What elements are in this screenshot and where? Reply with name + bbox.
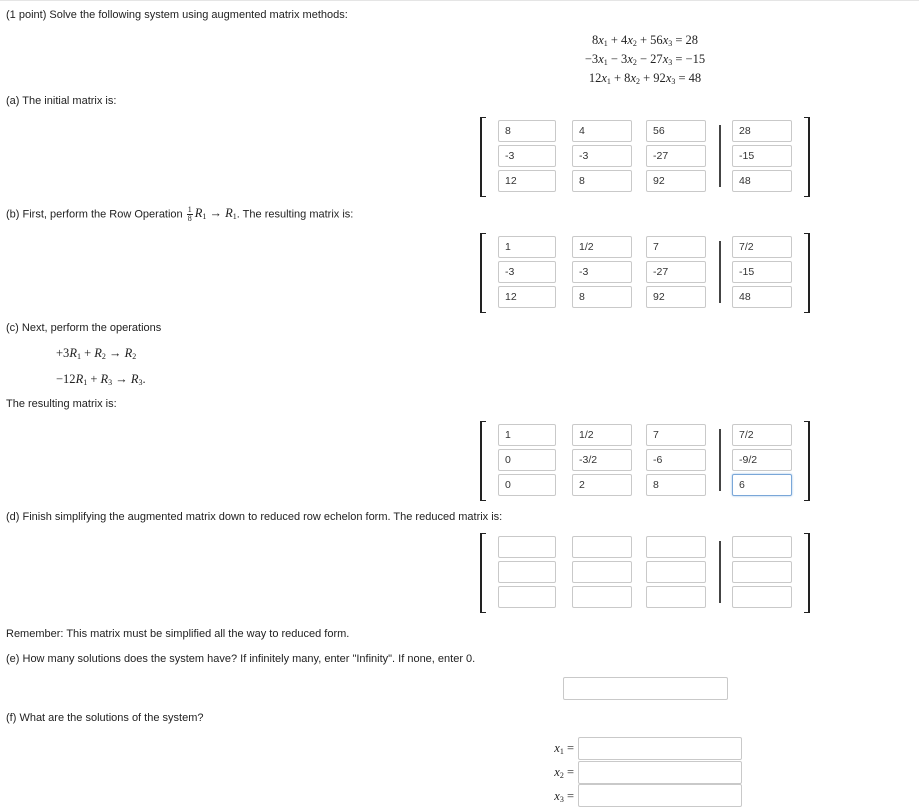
matrix-a-cell[interactable]: [732, 145, 792, 167]
x1-label: $x_1$ =: [554, 741, 574, 756]
left-bracket: [480, 117, 486, 197]
matrix-c-cell[interactable]: [498, 424, 556, 446]
matrix-d-cell[interactable]: [572, 536, 632, 558]
matrix-c-cell[interactable]: [572, 474, 632, 496]
matrix-b-cell[interactable]: [732, 236, 792, 258]
matrix-b-cell[interactable]: [646, 236, 706, 258]
equation-system: [560, 31, 730, 88]
matrix-c-cell[interactable]: [646, 449, 706, 471]
augment-bar: [719, 429, 721, 491]
equation-3: $12x_1 + 8x_2 + 92x_3 = 48$: [588, 71, 702, 86]
matrix-c-cell-focused[interactable]: [732, 474, 792, 496]
left-bracket: [480, 421, 486, 501]
matrix-c-cell[interactable]: [498, 474, 556, 496]
matrix-a-cell[interactable]: [646, 120, 706, 142]
right-bracket: [804, 421, 810, 501]
right-bracket: [804, 533, 810, 613]
matrix-c-cell[interactable]: [572, 449, 632, 471]
part-c-result-label: The resulting matrix is:: [6, 398, 117, 410]
matrix-b-cell[interactable]: [732, 286, 792, 308]
part-f-prompt: (f) What are the solutions of the system?: [6, 712, 204, 724]
matrix-c-cell[interactable]: [498, 449, 556, 471]
matrix-d-cell[interactable]: [572, 586, 632, 608]
matrix-d-cell[interactable]: [732, 536, 792, 558]
row-operation-2: $-12R_1 + R_3 \to R_3$.: [56, 372, 146, 387]
matrix-d-cell[interactable]: [646, 536, 706, 558]
row-operation-1: $+3R_1 + R_2 \to R_2$: [56, 346, 137, 361]
matrix-d-cell[interactable]: [732, 586, 792, 608]
matrix-b-cell[interactable]: [498, 286, 556, 308]
matrix-a-cell[interactable]: [572, 170, 632, 192]
matrix-c-cell[interactable]: [732, 424, 792, 446]
x2-label: $x_2$ =: [554, 765, 574, 780]
matrix-a-cell[interactable]: [646, 145, 706, 167]
matrix-b-cell[interactable]: [572, 261, 632, 283]
row-op-fraction: $\frac{1}{8}$: [187, 205, 192, 223]
x1-input[interactable]: [578, 737, 742, 760]
matrix-d-cell[interactable]: [498, 586, 556, 608]
matrix-a-cell[interactable]: [572, 145, 632, 167]
matrix-c-cell[interactable]: [646, 474, 706, 496]
right-bracket: [804, 233, 810, 313]
matrix-a-cell[interactable]: [498, 120, 556, 142]
matrix-b-cell[interactable]: [572, 236, 632, 258]
matrix-a-cell[interactable]: [732, 170, 792, 192]
problem-header: (1 point) Solve the following system using augmented matrix methods:: [6, 9, 348, 21]
left-bracket: [480, 233, 486, 313]
matrix-b-cell[interactable]: [646, 286, 706, 308]
matrix-b-cell[interactable]: [732, 261, 792, 283]
matrix-c: [480, 421, 810, 499]
equation-2: $-3x_1 - 3x_2 - 27x_3 = -15$: [584, 52, 706, 67]
matrix-b-cell[interactable]: [498, 261, 556, 283]
matrix-b-cell[interactable]: [646, 261, 706, 283]
equation-1: $8x_1 + 4x_2 + 56x_3 = 28$: [591, 33, 699, 48]
part-c-prompt: (c) Next, perform the operations: [6, 322, 162, 334]
augment-bar: [719, 241, 721, 303]
matrix-a: [480, 117, 810, 195]
top-rule: [0, 0, 919, 1]
matrix-d-cell[interactable]: [498, 536, 556, 558]
part-d-prompt: (d) Finish simplifying the augmented matrix down to reduced row echelon form. The reduced matrix is:: [6, 511, 503, 523]
part-e-prompt: (e) How many solutions does the system have? If infinitely many, enter "Infinity". If none, enter 0.: [6, 653, 476, 665]
part-b-prompt: (b) First, perform the Row Operation $\frac{1}{8}$ $R_1 \to R_1$. The resulting matrix is:: [6, 205, 354, 223]
matrix-d-cell[interactable]: [498, 561, 556, 583]
matrix-d: [480, 533, 810, 611]
right-bracket: [804, 117, 810, 197]
matrix-d-cell[interactable]: [646, 586, 706, 608]
x3-input[interactable]: [578, 784, 742, 807]
matrix-a-cell[interactable]: [732, 120, 792, 142]
part-a-prompt: (a) The initial matrix is:: [6, 95, 117, 107]
solution-count-input[interactable]: [563, 677, 728, 700]
augment-bar: [719, 541, 721, 603]
augment-bar: [719, 125, 721, 187]
matrix-b: [480, 233, 810, 311]
matrix-d-cell[interactable]: [732, 561, 792, 583]
matrix-b-cell[interactable]: [572, 286, 632, 308]
reminder-text: Remember: This matrix must be simplified all the way to reduced form.: [6, 628, 350, 640]
x3-label: $x_3$ =: [554, 789, 574, 804]
left-bracket: [480, 533, 486, 613]
matrix-c-cell[interactable]: [732, 449, 792, 471]
matrix-a-cell[interactable]: [498, 145, 556, 167]
matrix-b-cell[interactable]: [498, 236, 556, 258]
matrix-c-cell[interactable]: [572, 424, 632, 446]
matrix-d-cell[interactable]: [646, 561, 706, 583]
matrix-a-cell[interactable]: [646, 170, 706, 192]
matrix-d-cell[interactable]: [572, 561, 632, 583]
matrix-c-cell[interactable]: [646, 424, 706, 446]
matrix-a-cell[interactable]: [572, 120, 632, 142]
matrix-a-cell[interactable]: [498, 170, 556, 192]
x2-input[interactable]: [578, 761, 742, 784]
